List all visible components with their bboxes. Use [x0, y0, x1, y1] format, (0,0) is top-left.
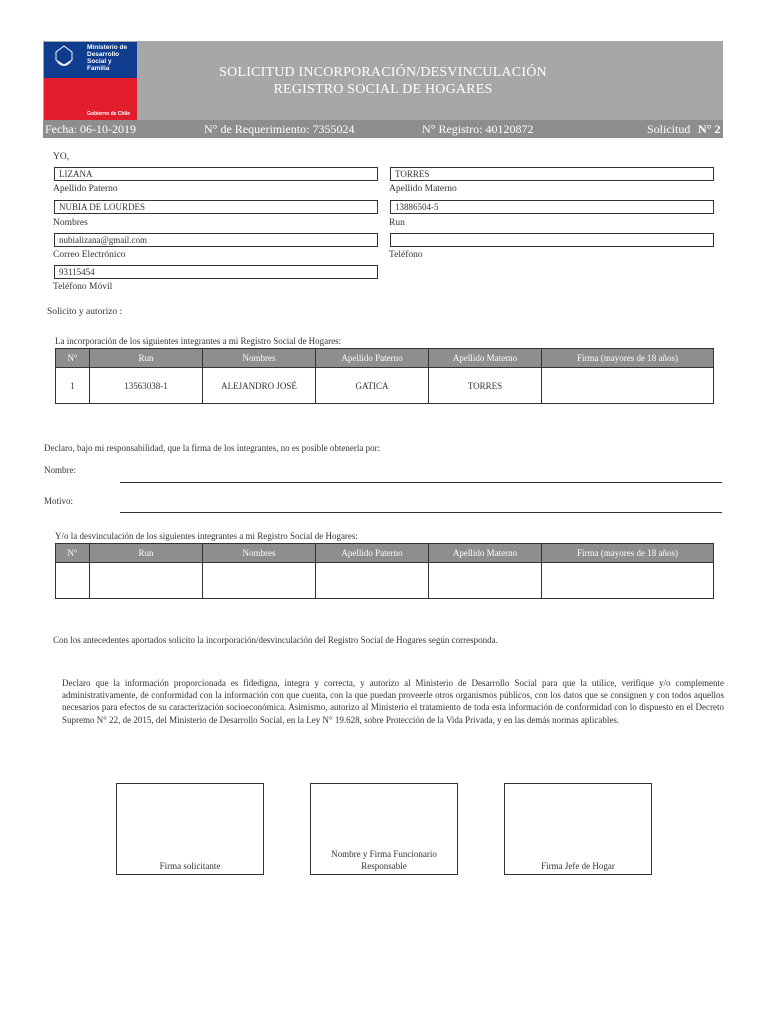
col-header-apellido-paterno: Apellido Paterno — [316, 349, 429, 368]
col-header-run: Run — [90, 544, 203, 563]
table-row — [56, 563, 714, 599]
incorporacion-caption: La incorporación de los siguientes integrantes a mi Registro Social de Hogares: — [55, 336, 342, 346]
movil-label: Teléfono Móvil — [53, 282, 113, 292]
desvinculacion-table — [55, 543, 714, 599]
col-header-n: N° — [56, 544, 90, 563]
apellido-paterno-label: Apellido Paterno — [53, 184, 118, 194]
apellido-paterno-field[interactable]: LIZANA — [54, 167, 378, 181]
cell-apellido-paterno[interactable] — [316, 563, 429, 599]
cell-nombres[interactable] — [203, 563, 316, 599]
col-header-run: Run — [90, 349, 203, 368]
nombres-field[interactable]: NUBIA DE LOURDES — [54, 200, 378, 214]
cell-run: 13563038-1 — [90, 368, 203, 404]
ministry-logo — [44, 42, 137, 120]
col-header-apellido-materno: Apellido Materno — [429, 349, 542, 368]
telefono-field[interactable] — [390, 233, 714, 247]
antecedentes-text: Con los antecedentes aportados solicito la incorporación/desvinculación del Registro Social de Hogares según corresponda. — [53, 635, 498, 645]
cell-apellido-paterno: GATICA — [316, 368, 429, 404]
declaro-firma-text: Declaro, bajo mi responsabilidad, que la firma de los integrantes, no es posible obtenerla por: — [44, 443, 381, 453]
firma-solicitante-box[interactable] — [116, 783, 264, 875]
apellido-materno-field[interactable]: TORRES — [390, 167, 714, 181]
col-header-n: N° — [56, 349, 90, 368]
page-title: SOLICITUD INCORPORACIÓN/DESVINCULACIÓN — [219, 65, 547, 80]
motivo-label: Motivo: — [44, 496, 74, 506]
nombres-label: Nombres — [53, 218, 88, 228]
apellido-materno-label: Apellido Materno — [389, 184, 457, 194]
cell-apellido-materno[interactable] — [429, 563, 542, 599]
firma-funcionario-label-2: Responsable — [361, 861, 407, 871]
government-label: Gobierno de Chile — [87, 111, 131, 117]
motivo-line[interactable] — [120, 512, 722, 513]
run-field[interactable]: 13886504-5 — [390, 200, 714, 214]
info-bar — [43, 120, 723, 138]
declaracion-paragraph: Declaro que la información proporcionada es fidedigna, integra y correcta, y autorizo al Ministerio de Desarrollo Social para que la utilice, verifique y/o complemente administrativamente, de conformidad con la información con que cuenta, con la que puedan proveerle otros organismos públicos, con los datos que se consignen y con todos aquellos necesarios para efectos de su caracterización socioeconómica. Asimismo, autorizo al Ministerio el tratamiento de toda esta información de conformidad con lo dispuesto en el Decreto Supremo N° 22, de 2015, del Ministerio de Desarrollo Social, en la Ley N° 19.628, sobre Protección de la Vida Privada, y en las demás normas aplicables. — [62, 678, 724, 725]
cell-nombres: ALEJANDRO JOSÉ — [203, 368, 316, 404]
desvinculacion-caption: Y/o la desvinculación de los siguientes integrantes a mi Registro Social de Hogares: — [55, 531, 358, 541]
solicito-text: Solicito y autorizo : — [47, 307, 123, 317]
ministry-line-3: Social y — [87, 58, 112, 65]
telefono-label: Teléfono — [389, 250, 423, 260]
cell-n[interactable] — [56, 563, 90, 599]
cell-apellido-materno: TORRES — [429, 368, 542, 404]
incorporacion-table — [55, 348, 714, 404]
cell-firma[interactable] — [542, 368, 714, 404]
cell-firma[interactable] — [542, 563, 714, 599]
correo-label: Correo Electrónico — [53, 250, 126, 260]
col-header-apellido-paterno: Apellido Paterno — [316, 544, 429, 563]
firma-solicitante-label: Firma solicitante — [159, 861, 221, 871]
firma-jefe-hogar-box[interactable] — [504, 783, 652, 875]
solicitud-label: Solicitud — [647, 122, 691, 136]
ministry-line-4: Familia — [87, 65, 110, 72]
col-header-firma: Firma (mayores de 18 años) — [542, 544, 714, 563]
requerimiento: N° de Requerimiento: 7355024 — [204, 122, 355, 136]
fecha: Fecha: 06-10-2019 — [45, 122, 136, 136]
nombre-label: Nombre: — [44, 465, 76, 475]
run-label: Run — [389, 218, 405, 228]
col-header-firma: Firma (mayores de 18 años) — [542, 349, 714, 368]
nombre-line[interactable] — [120, 482, 722, 483]
col-header-apellido-materno: Apellido Materno — [429, 544, 542, 563]
yo-label: YO, — [53, 152, 70, 162]
movil-field[interactable]: 93115454 — [54, 265, 378, 279]
cell-n: 1 — [56, 368, 90, 404]
col-header-nombres: Nombres — [203, 544, 316, 563]
firma-funcionario-box[interactable] — [310, 783, 458, 875]
firma-jefe-hogar-label: Firma Jefe de Hogar — [541, 861, 615, 871]
correo-field[interactable]: nubializana@gmail.com — [54, 233, 378, 247]
table-row — [56, 368, 714, 404]
ministry-line-2: Desarrollo — [87, 51, 120, 58]
firma-funcionario-label-1: Nombre y Firma Funcionario — [331, 849, 437, 859]
page-subtitle: REGISTRO SOCIAL DE HOGARES — [273, 82, 493, 97]
ministry-line-1: Ministerio de — [87, 44, 128, 51]
solicitud-number: N° 2 — [698, 122, 721, 136]
cell-run[interactable] — [90, 563, 203, 599]
col-header-nombres: Nombres — [203, 349, 316, 368]
registro: N° Registro: 40120872 — [422, 122, 534, 136]
